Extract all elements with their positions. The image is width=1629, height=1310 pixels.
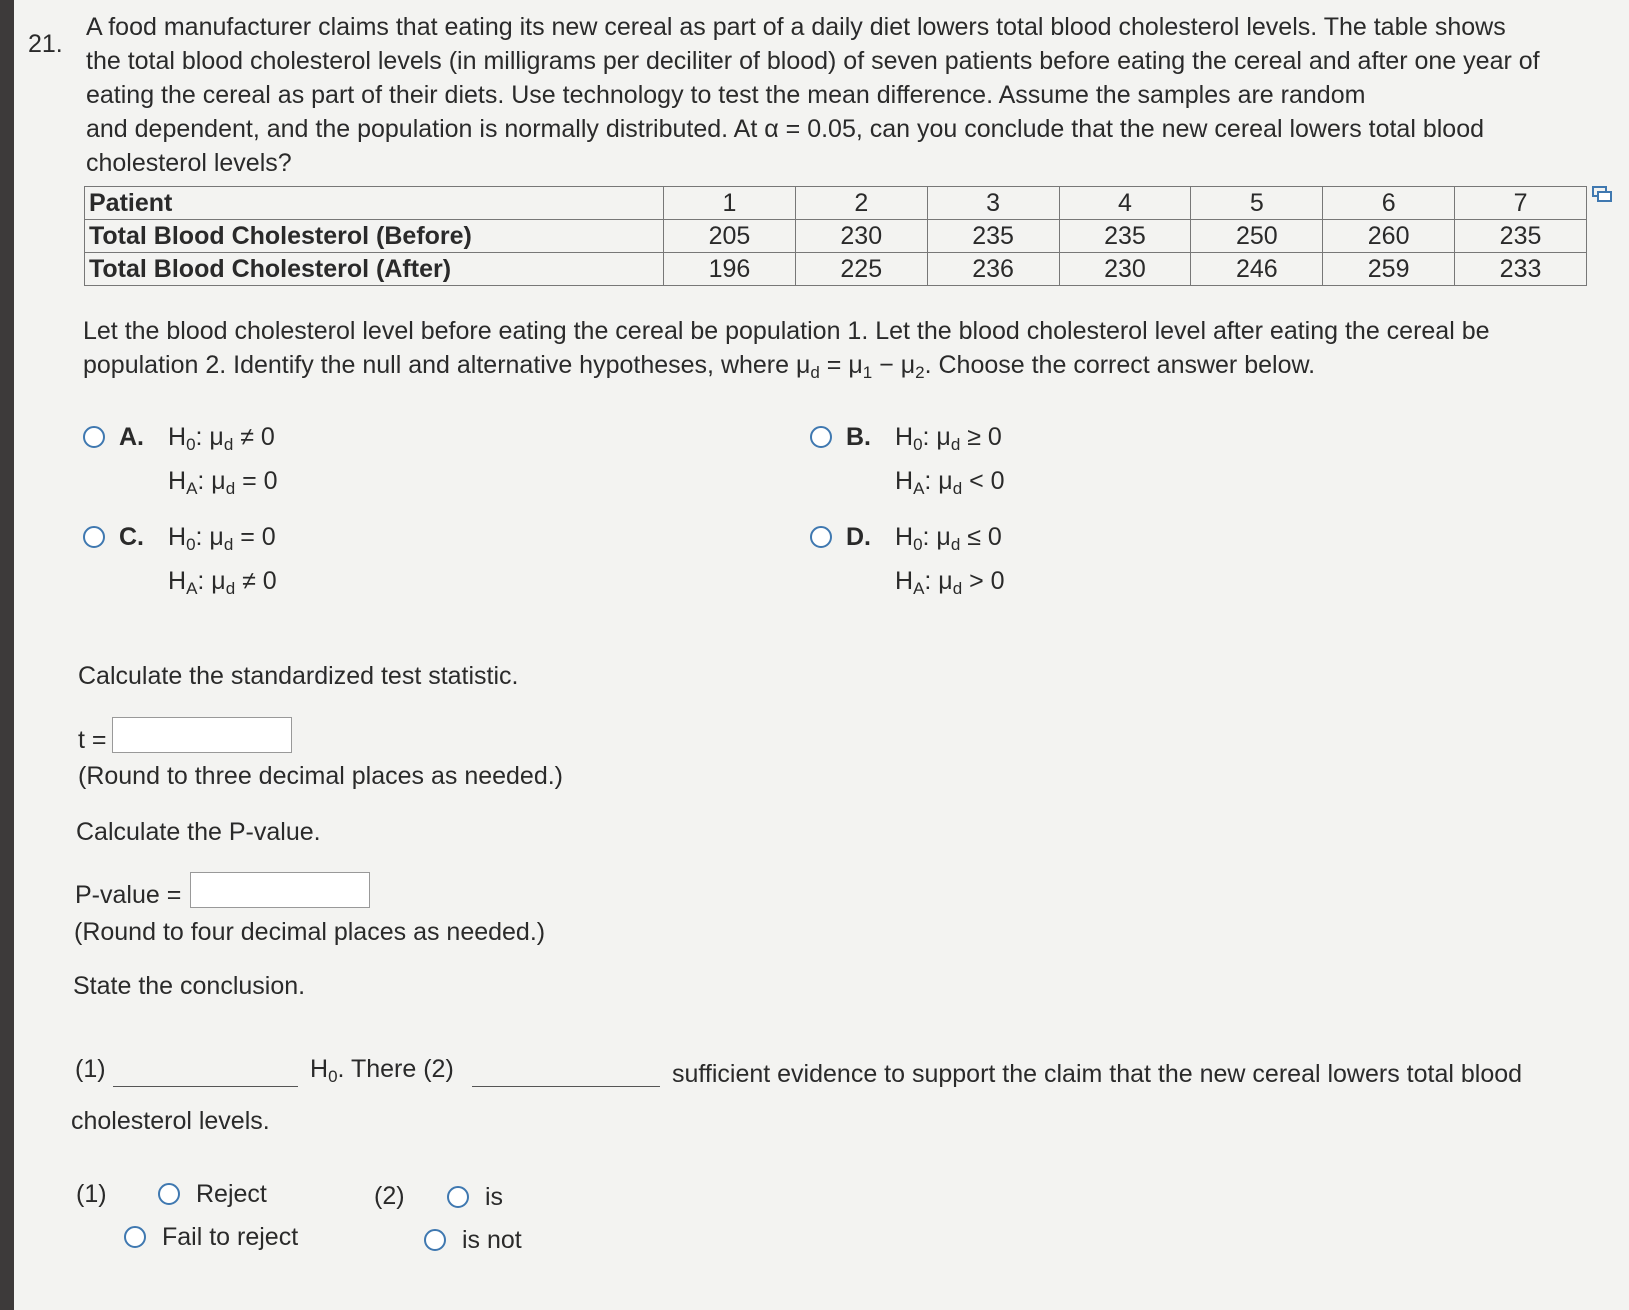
radio-reject[interactable] xyxy=(158,1183,180,1205)
radio-d[interactable] xyxy=(810,526,832,548)
table-cell: 196 xyxy=(664,253,796,286)
t-input[interactable] xyxy=(112,717,292,753)
table-cell: 230 xyxy=(795,220,927,253)
table-cell: 7 xyxy=(1455,187,1587,220)
row-label: Total Blood Cholesterol (After) xyxy=(85,253,664,286)
copy-table-icon[interactable] xyxy=(1592,186,1612,202)
blank-2[interactable] xyxy=(472,1086,660,1087)
row-label: Total Blood Cholesterol (Before) xyxy=(85,220,664,253)
conclusion-prompt: State the conclusion. xyxy=(73,972,306,1000)
question-text: A food manufacturer claims that eating its new cereal as part of a daily diet lowers total blood cholesterol levels. The table shows the total blood cholesterol levels (in milligrams per deciliter of blood) of seven patients before eating the cereal and after one year of eating the cereal as part of their diets. Use technology to test the mean difference. Assume the samples are random and dependent, and the population is normally distributed. At α = 0.05, can you conclude that the new cereal lowers total blood cholesterol levels? xyxy=(86,13,1540,177)
choice-is[interactable]: is xyxy=(447,1183,503,1212)
table-cell: 235 xyxy=(927,220,1059,253)
conclusion-mid: $H_0$. There (2) xyxy=(310,1055,454,1086)
pvalue-prompt: Calculate the P-value. xyxy=(76,818,321,846)
cholesterol-table xyxy=(84,186,1587,286)
table-row xyxy=(85,253,1587,286)
table-row xyxy=(85,187,1587,220)
choices1-label: (1) xyxy=(76,1180,107,1208)
table-row xyxy=(85,220,1587,253)
choice-fail-to-reject[interactable]: Fail to reject xyxy=(124,1223,298,1252)
question-number: 21. xyxy=(28,30,63,58)
table-cell: 5 xyxy=(1191,187,1323,220)
table-cell: 259 xyxy=(1323,253,1455,286)
radio-c[interactable] xyxy=(83,526,105,548)
radio-b[interactable] xyxy=(810,426,832,448)
table-cell: 4 xyxy=(1059,187,1191,220)
t-note: (Round to three decimal places as needed.) xyxy=(78,762,564,790)
hypothesis-prompt: Let the blood cholesterol level before eating the cereal be population 1. Let the blood cholesterol level after eating the cereal be population 2. Identify the null and alternative hypotheses, where $\mu_d = \mu_1 - \mu_2$. Choose the correct answer below. xyxy=(83,317,1490,382)
row-label: Patient xyxy=(85,187,664,220)
radio-is[interactable] xyxy=(447,1186,469,1208)
radio-is-not[interactable] xyxy=(424,1229,446,1251)
radio-fail-to-reject[interactable] xyxy=(124,1226,146,1248)
table-cell: 235 xyxy=(1455,220,1587,253)
choice-is-not[interactable]: is not xyxy=(424,1226,522,1255)
radio-a[interactable] xyxy=(83,426,105,448)
blank-1[interactable] xyxy=(113,1086,298,1087)
table-cell: 3 xyxy=(927,187,1059,220)
pvalue-input[interactable] xyxy=(190,872,370,908)
table-cell: 1 xyxy=(664,187,796,220)
pvalue-label: P-value = xyxy=(75,881,182,909)
table-cell: 6 xyxy=(1323,187,1455,220)
choices2-label: (2) xyxy=(374,1182,405,1210)
table-cell: 2 xyxy=(795,187,927,220)
table-cell: 225 xyxy=(795,253,927,286)
blank1-label: (1) xyxy=(75,1055,106,1083)
table-cell: 260 xyxy=(1323,220,1455,253)
choice-reject[interactable]: Reject xyxy=(158,1180,267,1209)
pvalue-note: (Round to four decimal places as needed.) xyxy=(74,918,546,946)
table-cell: 246 xyxy=(1191,253,1323,286)
table-cell: 230 xyxy=(1059,253,1191,286)
conclusion-end2: cholesterol levels. xyxy=(71,1107,270,1135)
table-cell: 205 xyxy=(664,220,796,253)
test-stat-prompt: Calculate the standardized test statistic. xyxy=(78,662,519,690)
table-cell: 235 xyxy=(1059,220,1191,253)
table-cell: 236 xyxy=(927,253,1059,286)
t-label: t = xyxy=(78,726,107,754)
table-cell: 250 xyxy=(1191,220,1323,253)
left-edge-bar xyxy=(0,0,14,1310)
conclusion-end: sufficient evidence to support the claim that the new cereal lowers total blood xyxy=(672,1060,1523,1088)
table-cell: 233 xyxy=(1455,253,1587,286)
